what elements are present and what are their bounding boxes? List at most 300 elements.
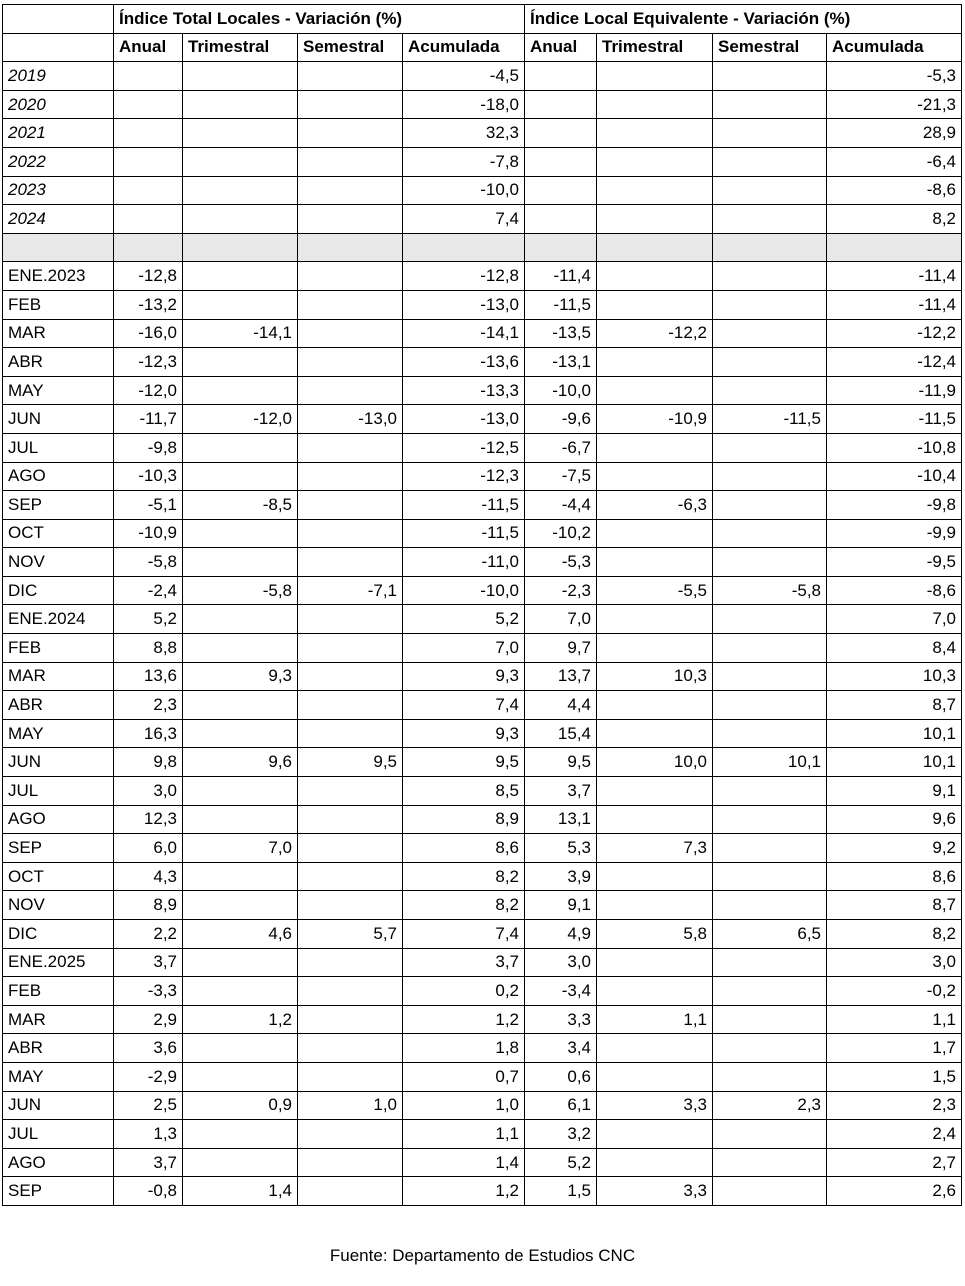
table-cell: 1,3 [114,1120,183,1149]
table-cell [183,376,298,405]
row-label: MAR [3,319,114,348]
table-cell: 1,2 [403,1005,525,1034]
table-cell [298,319,403,348]
table-cell [525,205,597,234]
table-cell: 2,3 [713,1091,827,1120]
table-cell [298,862,403,891]
table-cell: 12,3 [114,805,183,834]
table-cell [597,119,713,148]
column-header-row [3,33,962,62]
table-cell [298,1148,403,1177]
table-cell: 9,5 [403,748,525,777]
table-cell: 1,4 [183,1177,298,1206]
table-cell: -8,6 [827,576,962,605]
table-cell [713,691,827,720]
table-cell [713,1005,827,1034]
row-label: NOV [3,891,114,920]
row-label: DIC [3,576,114,605]
table-cell: -6,3 [597,491,713,520]
header-corner-blank [3,33,114,62]
table-cell: -6,7 [525,433,597,462]
table-cell: -7,5 [525,462,597,491]
table-row [3,834,962,863]
table-row [3,62,962,91]
table-cell [183,862,298,891]
table-cell: 8,2 [827,205,962,234]
table-cell: 9,6 [827,805,962,834]
table-cell [183,90,298,119]
table-cell: 8,8 [114,634,183,663]
table-cell [597,90,713,119]
table-cell: -13,5 [525,319,597,348]
table-cell [298,662,403,691]
table-cell [298,62,403,91]
table-cell [298,1120,403,1149]
table-cell: 9,5 [298,748,403,777]
table-cell: 8,2 [403,862,525,891]
table-cell: -11,5 [403,519,525,548]
table-cell [298,691,403,720]
table-cell [597,147,713,176]
table-cell [298,119,403,148]
row-label: SEP [3,1177,114,1206]
table-cell: -2,4 [114,576,183,605]
table-cell: 5,8 [597,920,713,949]
col-header-acumulada: Acumulada [403,33,525,62]
table-cell [183,147,298,176]
table-cell: -10,0 [403,576,525,605]
table-cell: 0,7 [403,1062,525,1091]
table-cell [713,548,827,577]
table-cell: -13,6 [403,348,525,377]
table-cell [298,491,403,520]
table-cell [597,719,713,748]
table-cell: -11,5 [403,491,525,520]
row-label: JUL [3,433,114,462]
table-cell: -7,1 [298,576,403,605]
table-cell: -7,8 [403,147,525,176]
group-header-local-equivalente: Índice Local Equivalente - Variación (%) [525,5,962,34]
table-cell: -10,9 [597,405,713,434]
table-cell [183,205,298,234]
row-label [3,233,114,262]
table-cell: -14,1 [403,319,525,348]
row-label: ENE.2025 [3,948,114,977]
table-cell [713,805,827,834]
table-cell: 8,9 [403,805,525,834]
table-body [3,62,962,1206]
table-cell: -11,0 [403,548,525,577]
row-label: AGO [3,805,114,834]
col-header-acumulada-equiv: Acumulada [827,33,962,62]
table-row [3,491,962,520]
table-cell: 1,0 [298,1091,403,1120]
table-cell [298,176,403,205]
row-label: ENE.2023 [3,262,114,291]
table-cell: -12,3 [403,462,525,491]
col-header-anual: Anual [114,33,183,62]
table-cell [183,977,298,1006]
table-cell: -16,0 [114,319,183,348]
table-cell: -10,0 [525,376,597,405]
table-cell [183,262,298,291]
table-cell: 5,3 [525,834,597,863]
table-row [3,1120,962,1149]
table-cell: 1,1 [403,1120,525,1149]
table-cell [183,777,298,806]
table-row [3,605,962,634]
table-cell: -11,7 [114,405,183,434]
table-cell [298,1062,403,1091]
table-cell: 3,3 [597,1177,713,1206]
table-cell: 10,1 [827,748,962,777]
table-cell: 6,1 [525,1091,597,1120]
table-cell [298,891,403,920]
table-cell: -12,0 [183,405,298,434]
row-label: JUN [3,1091,114,1120]
table-cell [597,777,713,806]
table-cell [298,805,403,834]
table-cell [597,1062,713,1091]
table-cell [298,634,403,663]
table-cell [597,862,713,891]
table-cell: 3,3 [525,1005,597,1034]
table-cell: 10,3 [597,662,713,691]
table-cell: 4,9 [525,920,597,949]
table-cell: 7,4 [403,920,525,949]
table-cell [713,1177,827,1206]
table-row [3,548,962,577]
row-label: MAY [3,376,114,405]
table-cell [713,176,827,205]
table-cell: -21,3 [827,90,962,119]
table-cell [525,176,597,205]
table-cell: -6,4 [827,147,962,176]
table-cell: -10,3 [114,462,183,491]
col-header-anual-equiv: Anual [525,33,597,62]
table-cell: 3,3 [597,1091,713,1120]
table-row [3,1034,962,1063]
table-cell [597,262,713,291]
table-cell: 1,5 [827,1062,962,1091]
row-label: ENE.2024 [3,605,114,634]
table-cell [183,805,298,834]
table-cell: 1,2 [183,1005,298,1034]
table-cell [298,348,403,377]
table-cell [183,119,298,148]
table-cell: -4,4 [525,491,597,520]
table-cell [713,119,827,148]
table-cell: 9,3 [403,662,525,691]
table-cell [183,548,298,577]
table-cell: 9,1 [827,777,962,806]
table-cell [597,548,713,577]
table-cell [713,348,827,377]
table-cell: -12,8 [114,262,183,291]
table-cell: -13,2 [114,290,183,319]
table-cell [713,977,827,1006]
table-cell: -11,9 [827,376,962,405]
table-row [3,176,962,205]
table-cell: -5,8 [114,548,183,577]
col-header-semestral-equiv: Semestral [713,33,827,62]
table-cell: 9,1 [525,891,597,920]
row-label: 2020 [3,90,114,119]
table-cell: 13,7 [525,662,597,691]
table-cell [713,433,827,462]
table-cell: -3,4 [525,977,597,1006]
table-row [3,405,962,434]
table-row [3,1177,962,1206]
table-cell: 9,2 [827,834,962,863]
table-cell [597,805,713,834]
table-cell: 4,4 [525,691,597,720]
table-row [3,948,962,977]
table-cell [298,262,403,291]
table-cell: 2,7 [827,1148,962,1177]
row-label: 2023 [3,176,114,205]
row-label: ABR [3,691,114,720]
table-cell [597,1034,713,1063]
table-cell: 2,9 [114,1005,183,1034]
table-cell [298,948,403,977]
row-label: MAR [3,1005,114,1034]
table-cell: -11,5 [713,405,827,434]
table-cell [298,519,403,548]
table-cell: -2,3 [525,576,597,605]
table-cell [298,777,403,806]
table-cell: -9,6 [525,405,597,434]
table-cell: 2,6 [827,1177,962,1206]
separator-row [3,233,962,262]
row-label: FEB [3,290,114,319]
table-cell: 0,6 [525,1062,597,1091]
table-cell [298,290,403,319]
table-cell [183,1034,298,1063]
table-cell [597,691,713,720]
table-cell: -13,1 [525,348,597,377]
table-cell: 1,4 [403,1148,525,1177]
table-cell [525,233,597,262]
row-label: SEP [3,834,114,863]
row-label: 2021 [3,119,114,148]
table-row [3,977,962,1006]
table-cell [298,719,403,748]
table-cell: -4,5 [403,62,525,91]
table-cell [298,834,403,863]
table-cell [713,834,827,863]
table-cell [597,462,713,491]
table-cell: -12,2 [827,319,962,348]
table-cell: 10,3 [827,662,962,691]
table-cell: 4,3 [114,862,183,891]
table-cell: 3,6 [114,1034,183,1063]
row-label: JUL [3,777,114,806]
table-cell [114,205,183,234]
table-cell: 0,2 [403,977,525,1006]
table-row [3,862,962,891]
source-note: Fuente: Departamento de Estudios CNC [329,1246,636,1265]
table-row [3,262,962,291]
table-cell [298,1034,403,1063]
table-cell [183,1120,298,1149]
group-header-total-locales: Índice Total Locales - Variación (%) [114,5,525,34]
table-row [3,348,962,377]
table-cell: -5,5 [597,576,713,605]
table-cell: -2,9 [114,1062,183,1091]
table-row [3,748,962,777]
row-label: OCT [3,862,114,891]
table-cell [525,147,597,176]
table-cell: 8,2 [827,920,962,949]
col-header-semestral: Semestral [298,33,403,62]
table-cell: 10,1 [827,719,962,748]
table-cell [597,290,713,319]
table-cell [114,62,183,91]
table-cell: -10,9 [114,519,183,548]
table-cell [597,1120,713,1149]
row-label: MAR [3,662,114,691]
table-cell [597,634,713,663]
table-cell: 13,6 [114,662,183,691]
table-cell: -10,4 [827,462,962,491]
table-cell: 3,9 [525,862,597,891]
table-cell: 2,3 [114,691,183,720]
row-label: MAY [3,719,114,748]
table-row [3,805,962,834]
table-cell: 7,0 [403,634,525,663]
table-cell [298,462,403,491]
table-cell [183,691,298,720]
table-cell: 1,0 [403,1091,525,1120]
table-cell [597,176,713,205]
table-cell: -0,2 [827,977,962,1006]
table-cell [298,977,403,1006]
table-cell: 8,7 [827,891,962,920]
table-cell [713,719,827,748]
table-row [3,147,962,176]
table-row [3,376,962,405]
table-cell [183,605,298,634]
table-cell: -5,8 [713,576,827,605]
table-cell: -8,6 [827,176,962,205]
table-cell [525,90,597,119]
table-cell: 8,5 [403,777,525,806]
col-header-trimestral: Trimestral [183,33,298,62]
table-cell: 3,7 [114,948,183,977]
table-cell: 8,2 [403,891,525,920]
table-cell: 3,7 [525,777,597,806]
table-cell: 15,4 [525,719,597,748]
table-cell [713,634,827,663]
row-label: ABR [3,1034,114,1063]
header-corner [3,5,114,34]
table-cell: 28,9 [827,119,962,148]
table-cell: -3,3 [114,977,183,1006]
table-cell [713,1034,827,1063]
table-cell [298,548,403,577]
table-cell: -9,5 [827,548,962,577]
table-cell [713,1148,827,1177]
table-cell [597,891,713,920]
table-cell [298,605,403,634]
table-row [3,1062,962,1091]
table-cell: 9,5 [525,748,597,777]
table-cell [298,1177,403,1206]
table-cell: 3,0 [827,948,962,977]
row-label: 2024 [3,205,114,234]
row-label: MAY [3,1062,114,1091]
table-cell: 2,4 [827,1120,962,1149]
table-cell: -11,4 [827,290,962,319]
table-cell: -11,5 [827,405,962,434]
table-cell [183,62,298,91]
table-cell: 5,2 [114,605,183,634]
table-cell: 6,5 [713,920,827,949]
table-cell: 3,0 [114,777,183,806]
table-cell [713,948,827,977]
table-cell: 5,7 [298,920,403,949]
table-cell [713,1120,827,1149]
table-cell [827,233,962,262]
table-cell: -13,0 [403,290,525,319]
table-cell: 4,6 [183,920,298,949]
table-cell [183,462,298,491]
table-cell: -12,2 [597,319,713,348]
table-row [3,290,962,319]
table-cell: -5,8 [183,576,298,605]
table-cell [713,147,827,176]
table-cell: -13,0 [298,405,403,434]
table-cell: 7,0 [183,834,298,863]
table-cell [114,176,183,205]
table-cell [183,891,298,920]
table-cell: 1,1 [597,1005,713,1034]
table-cell [114,90,183,119]
row-label: OCT [3,519,114,548]
table-cell: 7,0 [525,605,597,634]
table-cell [183,176,298,205]
table-row [3,90,962,119]
table-cell: -12,0 [114,376,183,405]
table-cell: 1,5 [525,1177,597,1206]
row-label: NOV [3,548,114,577]
table-cell [183,1148,298,1177]
table-cell [114,119,183,148]
table-cell [597,519,713,548]
table-cell [713,262,827,291]
table-cell [597,233,713,262]
table-cell: 0,9 [183,1091,298,1120]
table-row [3,777,962,806]
table-cell: -18,0 [403,90,525,119]
table-cell [713,462,827,491]
table-cell: -13,3 [403,376,525,405]
table-cell: -12,5 [403,433,525,462]
table-cell: -13,0 [403,405,525,434]
table-cell: 8,6 [827,862,962,891]
table-row [3,891,962,920]
table-cell: -10,0 [403,176,525,205]
table-cell [713,662,827,691]
table-cell [713,891,827,920]
table-cell [713,862,827,891]
table-cell [713,491,827,520]
table-cell [713,319,827,348]
table-cell [597,605,713,634]
table-cell [713,205,827,234]
table-row [3,662,962,691]
